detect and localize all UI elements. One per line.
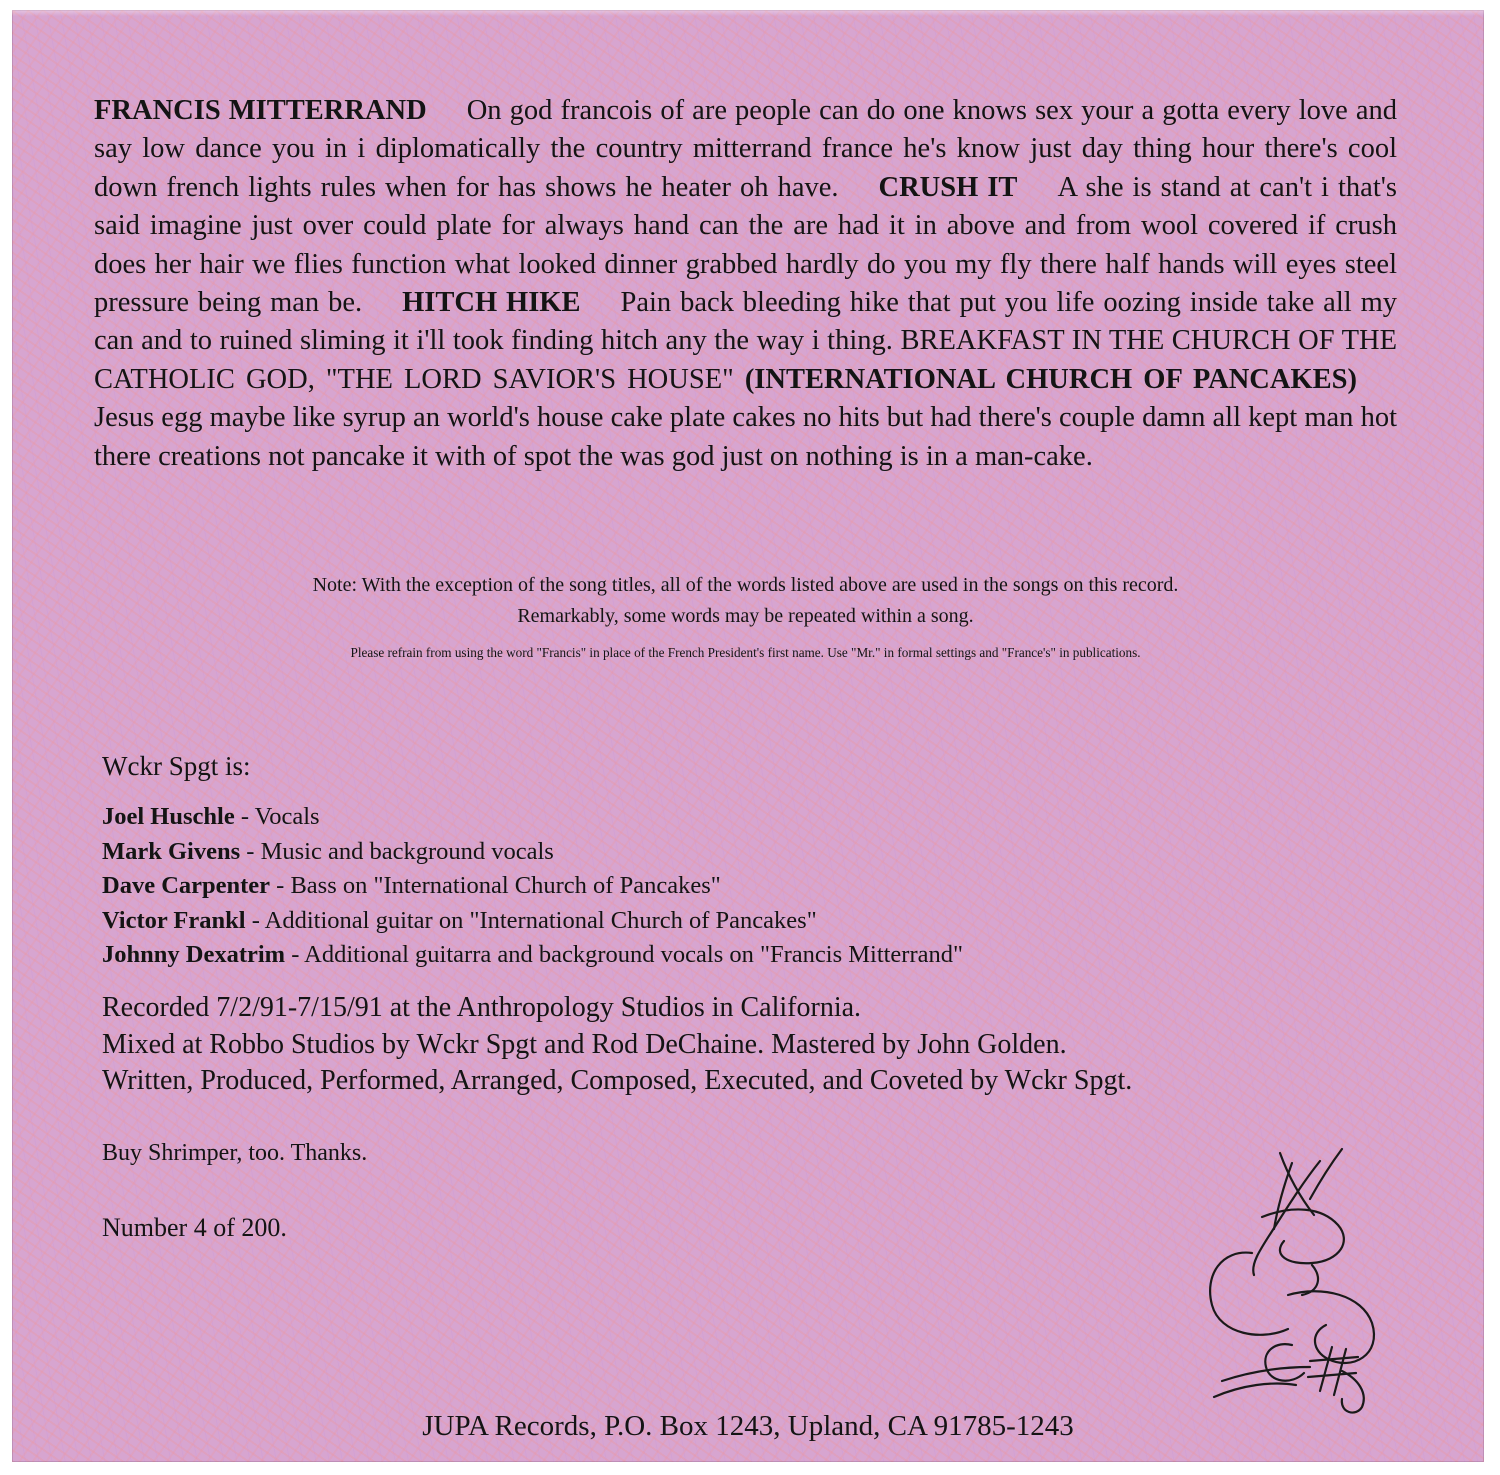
song-title-francis-mitterrand: FRANCIS MITTERRAND xyxy=(94,95,427,126)
song-lyrics-breakfast: Jesus egg maybe like syrup an world's house cake plate cakes no hits but had there's couple damn all kept man hot there creations not pancake it with of spot the was god just on nothing is in a man-cake. xyxy=(94,402,1397,472)
band-member xyxy=(102,938,1302,973)
song-title-breakfast-part2: (INTERNATIONAL CHURCH OF PANCAKES) xyxy=(744,363,1357,395)
credit-written: Written, Produced, Performed, Arranged, Composed, Executed, and Coveted by Wckr Spgt. xyxy=(102,1065,1133,1096)
band-member xyxy=(102,869,1302,904)
song-title-breakfast-part1: BREAKFAST IN THE CHURCH OF THE CATHOLIC GOD, "THE LORD SAVIOR'S HOUSE" xyxy=(94,325,1398,395)
credit-mixed: Mixed at Robbo Studios by Wckr Spgt and Rod DeChaine. Mastered by John Golden. xyxy=(102,1028,1067,1060)
member-name: Joel Huschle xyxy=(102,803,235,830)
lyrics-block xyxy=(94,92,1397,476)
band-member-list xyxy=(102,800,1302,973)
song-lyrics-francis-mitterrand: On god francois of are people can do one knows sex your a gotta every love and say low dance you in i diplomatically the country mitterrand france he's know just day thing hour there's cool down french lights rules when for has shows he heater oh have. xyxy=(94,95,1397,203)
lyrics-note xyxy=(94,570,1397,632)
note-line-1: Note: With the exception of the song titles, all of the words listed above are used in the songs on this record. xyxy=(312,574,1179,596)
member-name: Victor Frankl xyxy=(102,906,246,934)
song-title-hitch-hike: HITCH HIKE xyxy=(402,287,581,319)
recording-credits xyxy=(102,990,1402,1100)
band-heading: Wckr Spgt is: xyxy=(102,751,251,781)
band-member xyxy=(102,904,1302,939)
edition-number: Number 4 of 200. xyxy=(102,1213,287,1242)
member-role: - Bass on "International Church of Pancakes" xyxy=(270,872,721,899)
band-member xyxy=(102,835,1302,870)
member-role: - Music and background vocals xyxy=(240,837,554,865)
song-lyrics-hitch-hike: Pain back bleeding hike that put you life oozing inside take all my can and to ruined sliming it i'll took finding hitch any the way i thing. xyxy=(94,287,1397,357)
label-address: JUPA Records, P.O. Box 1243, Upland, CA 91785-1243 xyxy=(422,1410,1074,1442)
name-usage-note: Please refrain from using the word "Francis" in place of the French President's first name. Use "Mr." in formal settings and "France's" in publications. xyxy=(350,645,1141,660)
thanks-line: Buy Shrimper, too. Thanks. xyxy=(102,1140,368,1166)
song-lyrics-crush-it: A she is stand at can't i that's said imagine just over could plate for always hand can the are had it in above and from wool covered if crush does her hair we flies function what looked dinner grabbed hardly do you my fly there half hands will eyes steel pressure being man be. xyxy=(94,171,1397,319)
band-member xyxy=(102,800,1302,835)
credit-recorded: Recorded 7/2/91-7/15/91 at the Anthropology Studios in California. xyxy=(102,992,862,1023)
member-role: - Additional guitar on "International Church of Pancakes" xyxy=(245,906,817,934)
song-title-crush-it: CRUSH IT xyxy=(878,171,1018,203)
sleeve-fold xyxy=(12,10,1484,16)
handwritten-signature xyxy=(1192,1145,1422,1415)
member-role: - Additional guitarra and background vocals on "Francis Mitterrand" xyxy=(285,941,964,968)
member-name: Johnny Dexatrim xyxy=(102,941,286,968)
member-name: Mark Givens xyxy=(102,837,241,865)
member-role: - Vocals xyxy=(234,803,320,830)
record-sleeve-back xyxy=(12,10,1484,1462)
note-line-2: Remarkably, some words may be repeated within a song. xyxy=(517,605,974,627)
member-name: Dave Carpenter xyxy=(102,872,271,899)
